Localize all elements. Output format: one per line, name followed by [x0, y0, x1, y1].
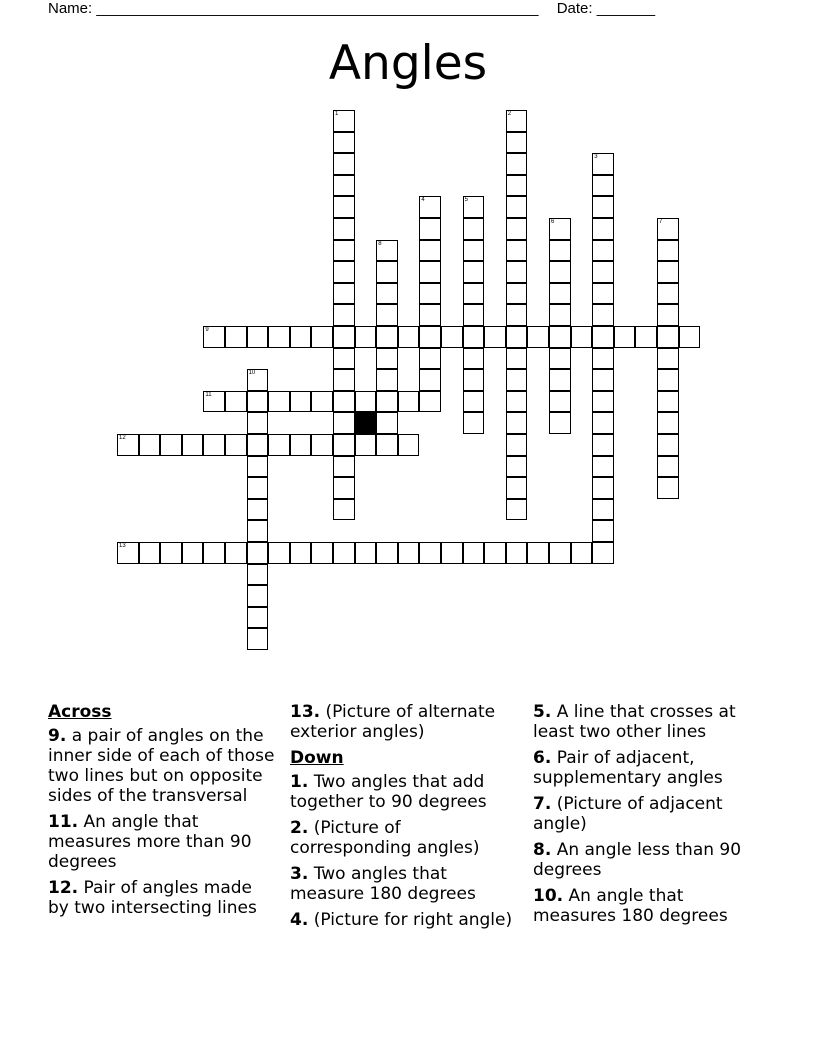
grid-cell[interactable]: [117, 434, 139, 456]
down-clue-7: 7. (Picture of adjacent angle): [533, 794, 723, 834]
clue-number: 3: [594, 154, 598, 161]
grid-cell[interactable]: [376, 391, 398, 413]
down-clue-3: 3. Two angles that measure 180 degrees: [290, 864, 476, 904]
grid-cell[interactable]: [657, 240, 679, 262]
grid-cell[interactable]: [333, 175, 355, 197]
grid-cell[interactable]: [247, 477, 269, 499]
grid-cell[interactable]: [441, 326, 463, 348]
grid-cell[interactable]: [355, 326, 377, 348]
grid-cell[interactable]: [268, 391, 290, 413]
grid-cell[interactable]: [506, 283, 528, 305]
grid-cell[interactable]: [506, 110, 528, 132]
grid-cell[interactable]: [225, 434, 247, 456]
grid-cell[interactable]: [247, 628, 269, 650]
grid-cell[interactable]: [247, 585, 269, 607]
grid-cell[interactable]: [333, 412, 355, 434]
grid-cell[interactable]: [657, 283, 679, 305]
grid-cell[interactable]: [463, 283, 485, 305]
grid-cell[interactable]: [333, 304, 355, 326]
grid-cell[interactable]: [290, 326, 312, 348]
grid-cell[interactable]: [463, 304, 485, 326]
clue-number: 11: [205, 391, 212, 398]
grid-cell[interactable]: [290, 434, 312, 456]
grid-cell[interactable]: [463, 391, 485, 413]
grid-cell[interactable]: [463, 196, 485, 218]
down-clue-4: 4. (Picture for right angle): [290, 910, 513, 930]
grid-cell[interactable]: [355, 434, 377, 456]
grid-cell[interactable]: [247, 520, 269, 542]
grid-cell[interactable]: [311, 326, 333, 348]
grid-cell[interactable]: [247, 391, 269, 413]
grid-cell[interactable]: [311, 542, 333, 564]
grid-cell[interactable]: [376, 369, 398, 391]
grid-cell[interactable]: [290, 391, 312, 413]
grid-cell[interactable]: [592, 391, 614, 413]
grid-cell[interactable]: [571, 326, 593, 348]
grid-cell[interactable]: [247, 412, 269, 434]
grid-cell[interactable]: [592, 520, 614, 542]
clue-column-1: [48, 702, 278, 924]
grid-cell[interactable]: [592, 542, 614, 564]
grid-cell[interactable]: [506, 175, 528, 197]
grid-cell[interactable]: [419, 391, 441, 413]
grid-cell[interactable]: [311, 434, 333, 456]
grid-cell[interactable]: [182, 542, 204, 564]
grid-cell[interactable]: [398, 391, 420, 413]
grid-cell[interactable]: [506, 499, 528, 521]
down-clue-1: 1. Two angles that add together to 90 degrees: [290, 772, 487, 812]
grid-cell[interactable]: [311, 391, 333, 413]
grid-cell[interactable]: [657, 456, 679, 478]
grid-cell[interactable]: [398, 542, 420, 564]
grid-cell[interactable]: [355, 542, 377, 564]
grid-cell[interactable]: [463, 369, 485, 391]
grid-cell[interactable]: [592, 304, 614, 326]
grid-cell[interactable]: [592, 434, 614, 456]
grid-cell[interactable]: [268, 434, 290, 456]
grid-cell[interactable]: [506, 348, 528, 370]
clue-number: 10: [248, 370, 256, 377]
grid-cell[interactable]: [160, 542, 182, 564]
grid-cell[interactable]: [506, 153, 528, 175]
clue-number: 4: [421, 197, 425, 204]
grid-cell[interactable]: [333, 153, 355, 175]
black-cell: [355, 412, 377, 434]
grid-cell[interactable]: [592, 456, 614, 478]
grid-cell[interactable]: [355, 391, 377, 413]
grid-cell[interactable]: [376, 542, 398, 564]
grid-cell[interactable]: [592, 412, 614, 434]
down-clue-2: 2. (Picture of corresponding angles): [290, 818, 480, 858]
grid-cell[interactable]: [419, 326, 441, 348]
grid-cell[interactable]: [506, 369, 528, 391]
grid-cell[interactable]: [463, 412, 485, 434]
grid-cell[interactable]: [463, 326, 485, 348]
grid-cell[interactable]: [419, 542, 441, 564]
grid-cell[interactable]: [376, 304, 398, 326]
grid-cell[interactable]: [527, 542, 549, 564]
clue-number: 7: [659, 219, 663, 225]
grid-cell[interactable]: [549, 326, 571, 348]
grid-cell[interactable]: [333, 499, 355, 521]
grid-cell[interactable]: [549, 218, 571, 240]
grid-cell[interactable]: [506, 542, 528, 564]
grid-cell[interactable]: [376, 434, 398, 456]
grid-cell[interactable]: [506, 412, 528, 434]
grid-cell[interactable]: [657, 369, 679, 391]
name-line[interactable]: _____________________________________________________: [96, 0, 539, 17]
clue-number: 8: [378, 240, 382, 247]
grid-cell[interactable]: [333, 326, 355, 348]
grid-cell[interactable]: [117, 542, 139, 564]
grid-cell[interactable]: [592, 175, 614, 197]
grid-cell[interactable]: [333, 196, 355, 218]
grid-cell[interactable]: [592, 218, 614, 240]
grid-cell[interactable]: [592, 283, 614, 305]
grid-cell[interactable]: [657, 412, 679, 434]
grid-cell[interactable]: [592, 477, 614, 499]
grid-cell[interactable]: [484, 326, 506, 348]
grid-cell[interactable]: [592, 369, 614, 391]
down-clue-10: 10. An angle that measures 180 degrees: [533, 886, 728, 926]
date-label: Date:: [556, 0, 593, 17]
grid-cell[interactable]: [160, 434, 182, 456]
grid-cell[interactable]: [333, 369, 355, 391]
grid-cell[interactable]: [592, 326, 614, 348]
grid-cell[interactable]: [268, 326, 290, 348]
grid-cell[interactable]: [247, 607, 269, 629]
grid-cell[interactable]: [398, 434, 420, 456]
grid-cell[interactable]: [657, 348, 679, 370]
grid-cell[interactable]: [592, 348, 614, 370]
grid-cell[interactable]: [657, 477, 679, 499]
grid-cell[interactable]: [333, 434, 355, 456]
grid-cell[interactable]: [592, 240, 614, 262]
grid-cell[interactable]: [506, 132, 528, 154]
grid-cell[interactable]: [614, 326, 636, 348]
grid-cell[interactable]: [592, 261, 614, 283]
page-title: Angles: [328, 36, 488, 91]
grid-cell[interactable]: [225, 391, 247, 413]
grid-cell[interactable]: [549, 412, 571, 434]
grid-cell[interactable]: [139, 542, 161, 564]
grid-cell[interactable]: [506, 261, 528, 283]
grid-cell[interactable]: [463, 542, 485, 564]
grid-cell[interactable]: [333, 218, 355, 240]
grid-cell[interactable]: [549, 304, 571, 326]
grid-cell[interactable]: [635, 326, 657, 348]
grid-cell[interactable]: [203, 326, 225, 348]
grid-cell[interactable]: [657, 326, 679, 348]
across-clue-12: 12. Pair of angles made by two intersecting lines: [48, 878, 257, 918]
grid-cell[interactable]: [203, 391, 225, 413]
down-clue-6: 6. Pair of adjacent, supplementary angles: [533, 748, 723, 788]
grid-cell[interactable]: [398, 326, 420, 348]
grid-cell[interactable]: [506, 240, 528, 262]
clue-number: 1: [335, 111, 339, 117]
grid-cell[interactable]: [333, 110, 355, 132]
down-clue-8: 8. An angle less than 90 degrees: [533, 840, 742, 880]
grid-cell[interactable]: [333, 391, 355, 413]
grid-cell[interactable]: [441, 542, 463, 564]
clue-number: 12: [119, 435, 126, 441]
grid-cell[interactable]: [376, 412, 398, 434]
down-clue-5: 5. A line that crosses at least two other lines: [533, 702, 736, 742]
grid-cell[interactable]: [592, 196, 614, 218]
grid-cell[interactable]: [225, 542, 247, 564]
clue-number: 9: [205, 327, 209, 333]
grid-cell[interactable]: [506, 196, 528, 218]
grid-cell[interactable]: [247, 499, 269, 521]
grid-cell[interactable]: [247, 456, 269, 478]
grid-cell[interactable]: [203, 434, 225, 456]
grid-cell[interactable]: [376, 348, 398, 370]
grid-cell[interactable]: [657, 218, 679, 240]
grid-cell[interactable]: [247, 564, 269, 586]
clue-number: 13: [119, 543, 126, 549]
grid-cell[interactable]: [549, 240, 571, 262]
grid-cell[interactable]: [549, 369, 571, 391]
grid-cell[interactable]: [419, 261, 441, 283]
grid-cell[interactable]: [549, 542, 571, 564]
grid-cell[interactable]: [657, 391, 679, 413]
grid-cell[interactable]: [333, 261, 355, 283]
grid-cell[interactable]: [290, 542, 312, 564]
grid-cell[interactable]: [506, 326, 528, 348]
down-heading: Down: [290, 748, 344, 768]
grid-cell[interactable]: [333, 456, 355, 478]
grid-cell[interactable]: [376, 283, 398, 305]
grid-cell[interactable]: [247, 369, 269, 391]
grid-cell[interactable]: [549, 261, 571, 283]
grid-cell[interactable]: [463, 240, 485, 262]
grid-cell[interactable]: [333, 348, 355, 370]
grid-cell[interactable]: [506, 218, 528, 240]
grid-cell[interactable]: [463, 348, 485, 370]
grid-cell[interactable]: [333, 542, 355, 564]
grid-cell[interactable]: [679, 326, 701, 348]
grid-cell[interactable]: [506, 434, 528, 456]
across-heading: Across: [48, 702, 112, 722]
date-line[interactable]: _______: [596, 0, 656, 17]
grid-cell[interactable]: [506, 477, 528, 499]
grid-cell[interactable]: [506, 391, 528, 413]
grid-cell[interactable]: [657, 434, 679, 456]
clue-column-2: [290, 702, 520, 936]
clue-number: 6: [551, 219, 555, 225]
grid-cell[interactable]: [376, 240, 398, 262]
clue-number: 2: [507, 111, 512, 117]
grid-cell[interactable]: [333, 477, 355, 499]
grid-cell[interactable]: [657, 261, 679, 283]
grid-cell[interactable]: [506, 456, 528, 478]
grid-cell[interactable]: [592, 499, 614, 521]
grid-cell[interactable]: [376, 326, 398, 348]
grid-cell[interactable]: [225, 326, 247, 348]
clue-number: 5: [464, 197, 468, 204]
grid-cell[interactable]: [247, 542, 269, 564]
across-clue-9: 9. a pair of angles on the inner side of each of those two lines but on opposite sides of the transversal: [48, 726, 275, 806]
clue-column-3: [533, 702, 763, 932]
grid-cell[interactable]: [506, 304, 528, 326]
grid-cell[interactable]: [463, 261, 485, 283]
grid-cell[interactable]: [139, 434, 161, 456]
name-label: Name:: [48, 0, 93, 17]
grid-cell[interactable]: [657, 304, 679, 326]
grid-cell[interactable]: [527, 326, 549, 348]
grid-cell[interactable]: [549, 391, 571, 413]
grid-cell[interactable]: [419, 369, 441, 391]
across-clue-11: 11. An angle that measures more than 90 degrees: [48, 812, 252, 872]
grid-cell[interactable]: [376, 261, 398, 283]
across-clue-13: 13. (Picture of alternate exterior angles): [290, 702, 496, 742]
grid-cell[interactable]: [463, 218, 485, 240]
grid-cell[interactable]: [419, 283, 441, 305]
grid-cell[interactable]: [247, 326, 269, 348]
grid-cell[interactable]: [571, 542, 593, 564]
grid-cell[interactable]: [268, 542, 290, 564]
grid-cell[interactable]: [549, 283, 571, 305]
grid-cell[interactable]: [247, 434, 269, 456]
grid-cell[interactable]: [182, 434, 204, 456]
grid-cell[interactable]: [419, 218, 441, 240]
grid-cell[interactable]: [333, 240, 355, 262]
grid-cell[interactable]: [419, 196, 441, 218]
grid-cell[interactable]: [484, 542, 506, 564]
grid-cell[interactable]: [419, 304, 441, 326]
grid-cell[interactable]: [549, 348, 571, 370]
grid-cell[interactable]: [419, 348, 441, 370]
grid-cell[interactable]: [333, 132, 355, 154]
grid-cell[interactable]: [419, 240, 441, 262]
grid-cell[interactable]: [333, 283, 355, 305]
grid-cell[interactable]: [203, 542, 225, 564]
grid-cell[interactable]: [592, 153, 614, 175]
